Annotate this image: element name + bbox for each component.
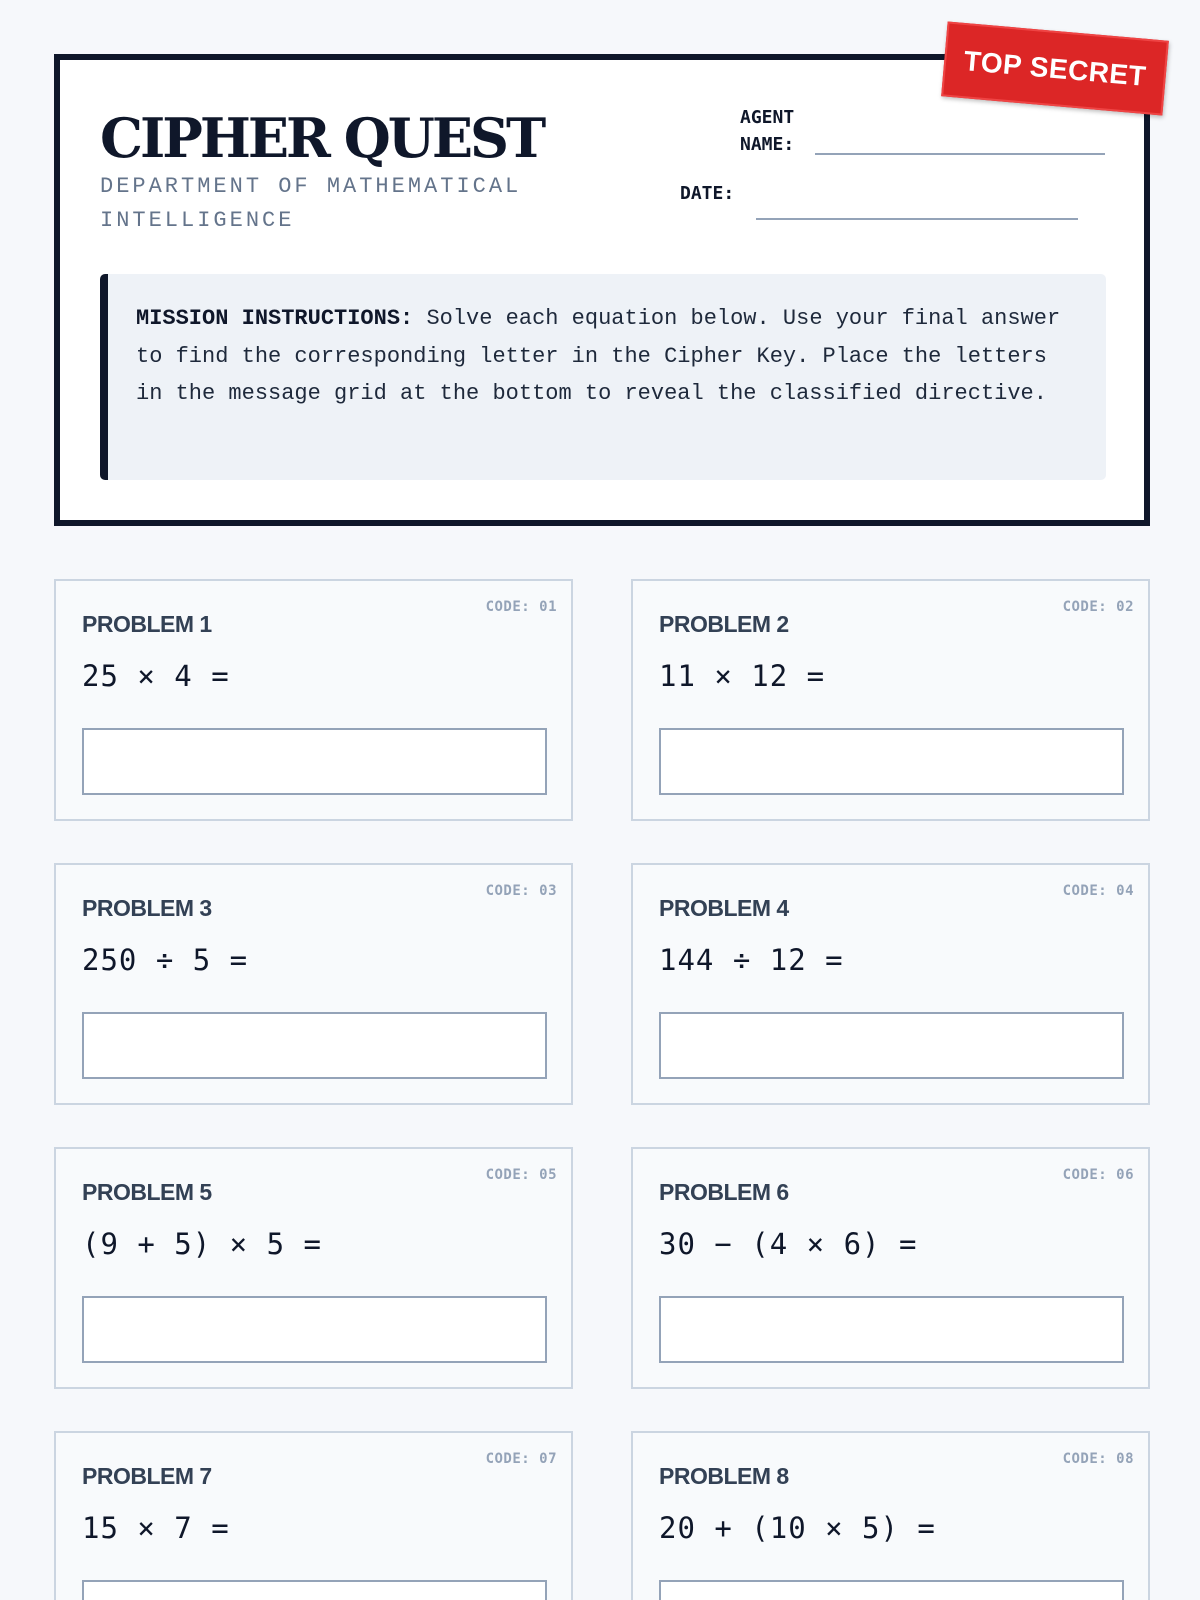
problem-card (54, 863, 573, 1105)
problem-code: CODE: 07 (485, 1451, 557, 1467)
answer-input[interactable] (82, 1580, 547, 1600)
problem-label: PROBLEM 4 (659, 895, 789, 921)
date-field[interactable] (756, 218, 1078, 220)
page-title: CIPHER QUEST (100, 106, 544, 170)
problem-label: PROBLEM 6 (659, 1179, 789, 1205)
problem-label: PROBLEM 3 (82, 895, 212, 921)
instructions-body: Solve each equation below. Use your final answer to find the corresponding letter in the Cipher Key. Place the letters in the message grid at the bottom to reveal the classified directive. (136, 306, 1061, 406)
answer-input[interactable] (659, 1296, 1124, 1363)
problem-code: CODE: 03 (485, 883, 557, 899)
answer-input[interactable] (82, 728, 547, 795)
problem-label: PROBLEM 1 (82, 611, 212, 637)
problem-code: CODE: 02 (1062, 599, 1134, 615)
problem-code: CODE: 06 (1062, 1167, 1134, 1183)
problem-card (54, 1431, 573, 1600)
problem-label: PROBLEM 2 (659, 611, 789, 637)
problem-equation: (9 + 5) × 5 = (82, 1227, 322, 1261)
problem-code: CODE: 04 (1062, 883, 1134, 899)
problem-code: CODE: 05 (485, 1167, 557, 1183)
instructions-lead: MISSION INSTRUCTIONS: (136, 306, 414, 331)
problem-code: CODE: 01 (485, 599, 557, 615)
problem-equation: 15 × 7 = (82, 1511, 230, 1545)
problem-card (54, 579, 573, 821)
problem-equation: 11 × 12 = (659, 659, 826, 693)
answer-input[interactable] (659, 1012, 1124, 1079)
problem-label: PROBLEM 5 (82, 1179, 212, 1205)
problem-label: PROBLEM 7 (82, 1463, 212, 1489)
mission-instructions (100, 274, 1106, 480)
problem-card (631, 863, 1150, 1105)
agent-name-label: AGENT NAME: (740, 107, 795, 155)
problem-equation: 250 ÷ 5 = (82, 943, 249, 977)
problem-equation: 25 × 4 = (82, 659, 230, 693)
problem-code: CODE: 08 (1062, 1451, 1134, 1467)
answer-input[interactable] (82, 1012, 547, 1079)
problem-card (54, 1147, 573, 1389)
answer-input[interactable] (659, 1580, 1124, 1600)
top-secret-stamp: TOP SECRET (941, 21, 1169, 115)
agent-name-field[interactable] (815, 153, 1105, 155)
worksheet-header (54, 54, 1150, 526)
date-label: DATE: (680, 183, 735, 204)
answer-input[interactable] (659, 728, 1124, 795)
problem-equation: 144 ÷ 12 = (659, 943, 844, 977)
problem-equation: 30 − (4 × 6) = (659, 1227, 918, 1261)
problem-card (631, 1147, 1150, 1389)
problem-label: PROBLEM 8 (659, 1463, 789, 1489)
problem-card (631, 579, 1150, 821)
department-subtitle: DEPARTMENT OF MATHEMATICAL INTELLIGENCE (100, 174, 522, 233)
problem-card (631, 1431, 1150, 1600)
problem-grid (54, 579, 1150, 1600)
problem-equation: 20 + (10 × 5) = (659, 1511, 936, 1545)
answer-input[interactable] (82, 1296, 547, 1363)
